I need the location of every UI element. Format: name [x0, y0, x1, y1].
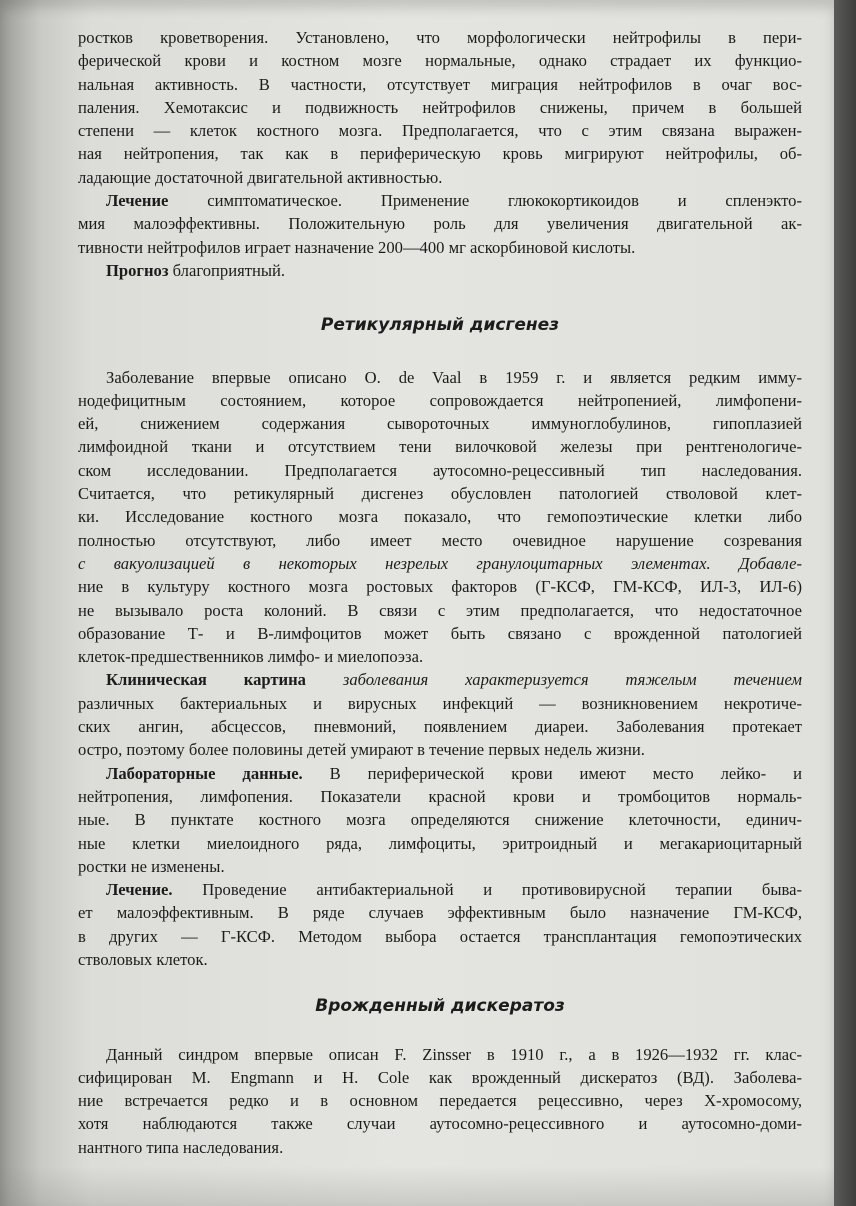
text-line: Лечение симптоматическое. Применение глюкокортикоидов и спленэкто- — [106, 191, 802, 211]
treatment-lead: Лечение — [106, 191, 169, 211]
text-line: нальная активность. В частности, отсутствует миграция нейтрофилов в очаг вос- — [78, 74, 802, 94]
text-line: остро, поэтому более половины детей умирают в течение первых недель жизни. — [78, 740, 645, 760]
treatment-dysgenesis-lead: Лечение. — [106, 880, 173, 900]
text-line: ет малоэффективным. В ряде случаев эффективным было назначение ГМ-КСФ, — [78, 903, 802, 923]
paragraph-laboratory-data — [78, 762, 802, 878]
text-line: тивности нейтрофилов играет назначение 200—400 мг аскорбиновой кислоты. — [78, 237, 636, 257]
text-line: полностью отсутствуют, либо имеет место очевидное нарушение созревания — [78, 530, 802, 550]
clinical-picture-lead: Клиническая картина — [106, 670, 306, 690]
text-line: ферической крови и костном мозге нормальные, однако страдает их функцио- — [78, 51, 802, 71]
text-line: ском исследовании. Предполагается аутосомно-рецессивный тип наследования. — [78, 460, 802, 480]
text-line: хотя наблюдаются также случаи аутосомно-рецессивного и аутосомно-доми- — [78, 1114, 802, 1134]
text-line: нодефицитным состоянием, которое сопровождается нейтропенией, лимфопени- — [78, 390, 802, 410]
text-line: Считается, что ретикулярный дисгенез обусловлен патологией стволовой клет- — [78, 484, 802, 504]
text-line: различных бактериальных и вирусных инфекций — возникновением некротиче- — [78, 693, 802, 713]
text-line: в других — Г-КСФ. Методом выбора остается трансплантация гемопоэтических — [78, 926, 802, 946]
text-line: Лабораторные данные. В периферической крови имеют место лейко- и — [106, 763, 802, 783]
paragraph-prognosis — [78, 259, 802, 282]
text-line: мия малоэффективны. Положительную роль для увеличения двигательной ак- — [78, 214, 802, 234]
laboratory-data-lead: Лабораторные данные. — [106, 763, 303, 783]
paragraph-dyskeratosis-intro — [78, 1043, 802, 1159]
paragraph-reticular-dysgenesis-intro — [78, 366, 802, 669]
text-line: ные. В пунктате костного мозга определяются снижение клеточности, единич- — [78, 810, 802, 830]
text-line: ние в культуру костного мозга ростовых факторов (Г-КСФ, ГМ-КСФ, ИЛ-3, ИЛ-6) — [78, 577, 802, 597]
section-heading-reticular-dysgenesis: Ретикулярный дисгенез — [320, 315, 560, 336]
paragraph-treatment — [78, 189, 802, 259]
text-line: Данный синдром впервые описан F. Zinsser в 1910 г., а в 1926—1932 гг. клас- — [106, 1044, 802, 1064]
text-line: ные клетки миелоидного ряда, лимфоциты, эритроидный и мегакариоцитарный — [78, 833, 802, 853]
paragraph-treatment-dysgenesis — [78, 878, 802, 971]
page-edge-shadow — [834, 0, 856, 1206]
text-line: паления. Хемотаксис и подвижность нейтрофилов снижены, причем в большей — [78, 97, 802, 117]
text-line: ние встречается редко и в основном передается рецессивно, через Х-хромосому, — [78, 1091, 802, 1111]
text-line: ских ангин, абсцессов, пневмоний, появлением диареи. Заболевания протекает — [78, 717, 802, 737]
text-line: клеток-предшественников лимфо- и миелопоэза. — [78, 647, 424, 667]
text-line: нейтропения, лимфопения. Показатели красной крови и тромбоцитов нормаль- — [78, 786, 802, 806]
text-line: Прогноз благоприятный. — [106, 260, 286, 280]
text-line: с вакуолизацией в некоторых незрелых гранулоцитарных элементах. Добавле- — [78, 553, 802, 573]
text-line: не вызывало роста колоний. В связи с этим предполагается, что недостаточное — [78, 600, 802, 620]
paragraph-clinical-picture — [78, 668, 802, 761]
text-line: ей, снижением содержания сывороточных иммуноглобулинов, гипоплазией — [78, 414, 802, 434]
text-line: степени — клеток костного мозга. Предполагается, что с этим связана выражен- — [78, 121, 802, 141]
text-line: ладающие достаточной двигательной активностью. — [78, 167, 443, 187]
text-line: ки. Исследование костного мозга показало, что гемопоэтические клетки либо — [78, 507, 802, 527]
text-line: нантного типа наследования. — [78, 1137, 284, 1157]
text-line: Лечение. Проведение антибактериальной и противовирусной терапии быва- — [106, 880, 802, 900]
text-line: Клиническая картина заболевания характеризуется тяжелым течением — [106, 670, 802, 690]
text-line: сифицирован M. Engmann и H. Cole как врожденный дискератоз (ВД). Заболева- — [78, 1067, 802, 1087]
text-line: ростки не изменены. — [78, 856, 225, 876]
text-line: Заболевание впервые описано O. de Vaal в 1959 г. и является редким имму- — [106, 367, 802, 387]
text-line: ростков кроветворения. Установлено, что морфологически нейтрофилы в пери- — [78, 28, 802, 47]
paragraph-neutrophil-function — [78, 26, 802, 189]
text-line: лимфоидной ткани и отсутствием тени вилочковой железы при рентгенологиче- — [78, 437, 802, 457]
prognosis-lead: Прогноз — [106, 260, 169, 280]
page-text — [78, 26, 802, 1159]
text-line: стволовых клеток. — [78, 949, 208, 969]
text-line: образование Т- и В-лимфоцитов может быть связано с врожденной патологией — [78, 623, 802, 643]
text-line: ная нейтропения, так как в периферическую кровь мигрируют нейтрофилы, об- — [78, 144, 802, 164]
section-heading-congenital-dyskeratosis: Врожденный дискератоз — [315, 996, 565, 1017]
